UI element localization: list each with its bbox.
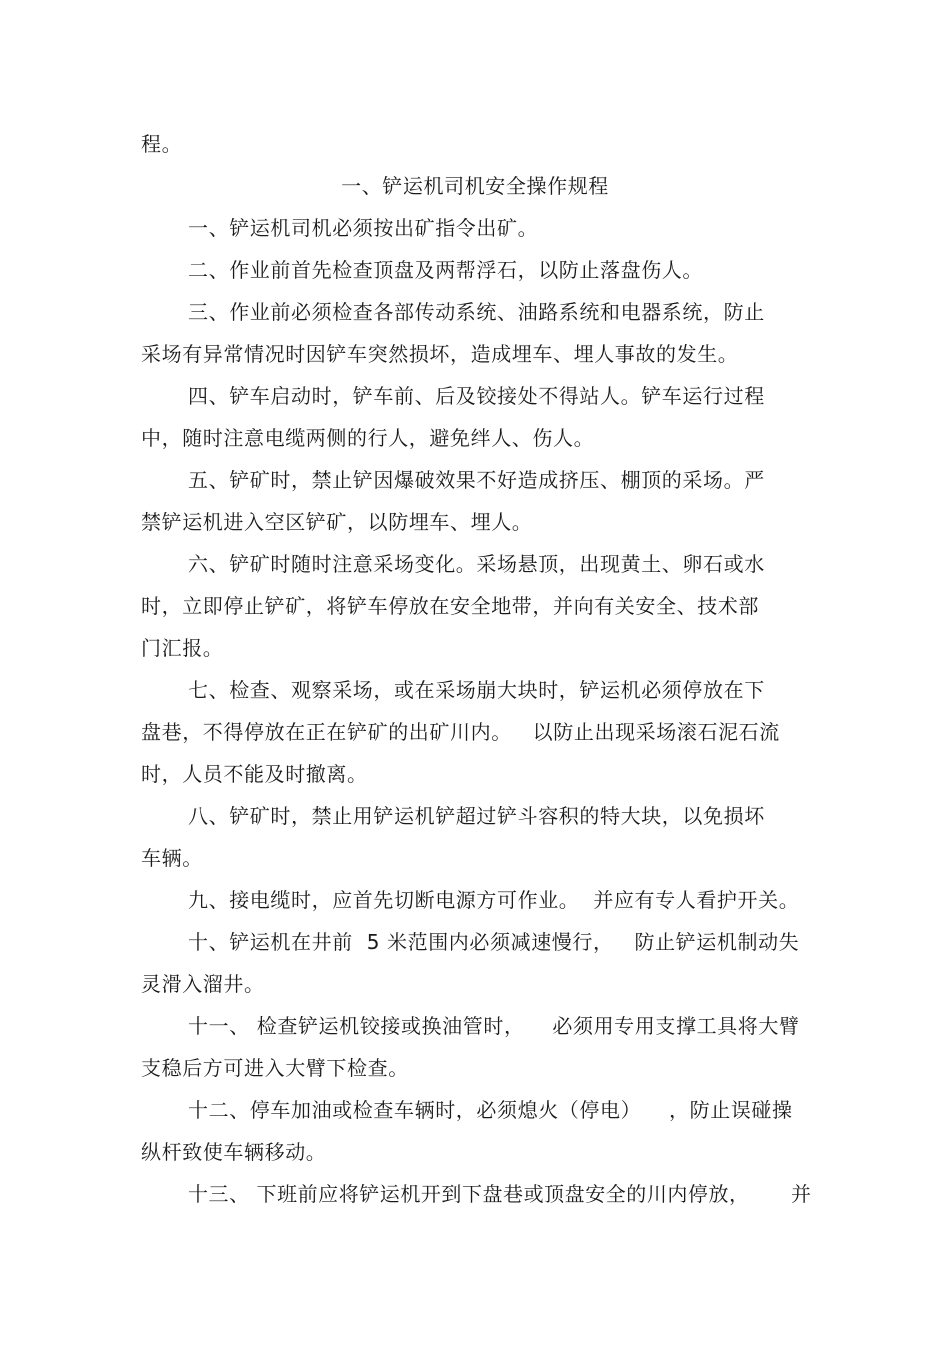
paragraph-line: 门汇报。 [141, 636, 224, 660]
paragraph-line: 九、接电缆时，应首先切断电源方可作业。 并应有专人看护开关。 [188, 888, 800, 912]
paragraph-line: 六、铲矿时随时注意采场变化。采场悬顶，出现黄土、卵石或水 [188, 552, 765, 576]
paragraph-line: 时，立即停止铲矿，将铲车停放在安全地带，并向有关安全、技术部 [141, 594, 759, 618]
paragraph-line: 纵杆致使车辆移动。 [141, 1140, 327, 1164]
paragraph-line: 十二、停车加油或检查车辆时，必须熄火（停电） ，防止误碰操 [188, 1098, 793, 1122]
paragraph-line: 时，人员不能及时撤离。 [141, 762, 368, 786]
paragraph-line: 中，随时注意电缆两侧的行人，避免绊人、伤人。 [141, 426, 595, 450]
paragraph-line: 采场有异常情况时因铲车突然损坏，造成埋车、埋人事故的发生。 [141, 342, 739, 366]
section-title: 一、铲运机司机安全操作规程 [341, 174, 609, 198]
paragraph-line: 五、铲矿时，禁止铲因爆破效果不好造成挤压、棚顶的采场。严 [188, 468, 765, 492]
paragraph-line: 二、作业前首先检查顶盘及两帮浮石，以防止落盘伤人。 [188, 258, 703, 282]
paragraph-line: 十、铲运机在井前 5 米范围内必须减速慢行， 防止铲运机制动失 [188, 930, 800, 954]
paragraph-line: 禁铲运机进入空区铲矿，以防埋车、埋人。 [141, 510, 533, 534]
paragraph-line: 一、铲运机司机必须按出矿指令出矿。 [188, 216, 539, 240]
paragraph-line: 四、铲车启动时，铲车前、后及铰接处不得站人。铲车运行过程 [188, 384, 765, 408]
paragraph-line: 十三、 下班前应将铲运机开到下盘巷或顶盘安全的川内停放， 并 [188, 1182, 812, 1206]
paragraph-line: 三、作业前必须检查各部传动系统、油路系统和电器系统，防止 [188, 300, 765, 324]
paragraph-line: 盘巷，不得停放在正在铲矿的出矿川内。 以防止出现采场滚石泥石流 [141, 720, 780, 744]
paragraph-line: 支稳后方可进入大臂下检查。 [141, 1056, 409, 1080]
paragraph-line: 灵滑入溜井。 [141, 972, 265, 996]
paragraph-line: 七、检查、观察采场，或在采场崩大块时，铲运机必须停放在下 [188, 678, 765, 702]
paragraph-line: 车辆。 [141, 846, 203, 870]
paragraph-line: 八、铲矿时，禁止用铲运机铲超过铲斗容积的特大块，以免损坏 [188, 804, 765, 828]
carry-over-text: 程。 [141, 132, 183, 156]
paragraph-line: 十一、 检查铲运机铰接或换油管时， 必须用专用支撑工具将大臂 [188, 1014, 800, 1038]
